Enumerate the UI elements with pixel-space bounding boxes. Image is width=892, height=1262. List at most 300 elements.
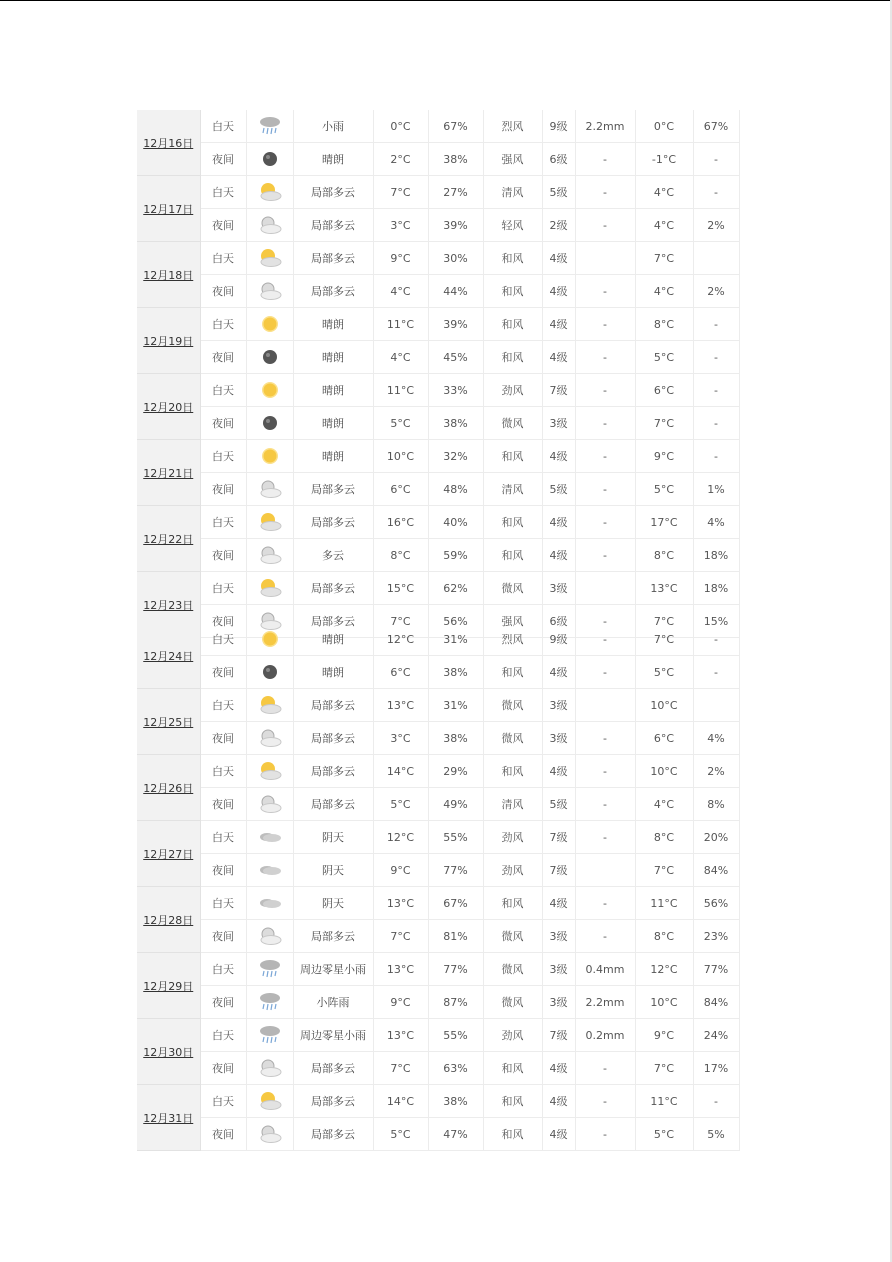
weather-icon-cell: [246, 143, 293, 176]
period-cell: 白天: [200, 440, 246, 473]
period-cell: 夜间: [200, 1118, 246, 1151]
condition-cell: 局部多云: [293, 473, 373, 506]
precipitation-cell: [575, 854, 635, 887]
period-cell: 夜间: [200, 209, 246, 242]
precipitation-cell: 2.2mm: [575, 110, 635, 143]
date-link[interactable]: 12月28日: [143, 913, 194, 927]
weather-icon-cell: [246, 308, 293, 341]
condition-cell: 晴朗: [293, 656, 373, 689]
table-row-night: [137, 275, 739, 308]
wind-cell: 清风: [483, 176, 542, 209]
partly-cloudy-night-icon: [247, 793, 293, 815]
weather-icon-cell: [246, 473, 293, 506]
feels-like-cell: 17°C: [635, 506, 693, 539]
wind-level-cell: 6级: [542, 143, 575, 176]
precip-probability-cell: 2%: [693, 275, 739, 308]
partly-cloudy-day-icon: [247, 247, 293, 269]
partly-cloudy-day-icon: [247, 181, 293, 203]
temperature-cell: 11°C: [373, 374, 428, 407]
wind-cell: 劲风: [483, 821, 542, 854]
wind-level-cell: 2级: [542, 209, 575, 242]
feels-like-cell: 7°C: [635, 854, 693, 887]
condition-cell: 局部多云: [293, 572, 373, 605]
condition-cell: 周边零星小雨: [293, 953, 373, 986]
feels-like-cell: 5°C: [635, 473, 693, 506]
wind-level-cell: 4级: [542, 242, 575, 275]
partly-cloudy-day-icon: [247, 1090, 293, 1112]
wind-level-cell: 4级: [542, 275, 575, 308]
date-cell: [137, 1019, 200, 1085]
period-cell: 夜间: [200, 1052, 246, 1085]
condition-cell: 局部多云: [293, 1052, 373, 1085]
wind-level-cell: 9级: [542, 623, 575, 656]
table-row-night: [137, 407, 739, 440]
precip-probability-cell: -: [693, 1085, 739, 1118]
weather-icon-cell: [246, 1118, 293, 1151]
date-cell: [137, 953, 200, 1019]
temperature-cell: 5°C: [373, 407, 428, 440]
period-cell: 白天: [200, 887, 246, 920]
precip-probability-cell: 4%: [693, 722, 739, 755]
period-cell: 夜间: [200, 788, 246, 821]
temperature-cell: 16°C: [373, 506, 428, 539]
condition-cell: 周边零星小雨: [293, 1019, 373, 1052]
partly-cloudy-night-icon: [247, 1123, 293, 1145]
wind-cell: 烈风: [483, 623, 542, 656]
date-link[interactable]: 12月31日: [143, 1111, 194, 1125]
weather-icon-cell: [246, 374, 293, 407]
precip-probability-cell: 2%: [693, 209, 739, 242]
period-cell: 夜间: [200, 656, 246, 689]
precipitation-cell: -: [575, 821, 635, 854]
weather-icon-cell: [246, 722, 293, 755]
humidity-cell: 55%: [428, 1019, 483, 1052]
precip-probability-cell: -: [693, 440, 739, 473]
date-link[interactable]: 12月17日: [143, 202, 194, 216]
wind-cell: 微风: [483, 407, 542, 440]
table-row-night: [137, 854, 739, 887]
wind-cell: 和风: [483, 656, 542, 689]
date-link[interactable]: 12月26日: [143, 781, 194, 795]
table-row-day: [137, 1019, 739, 1052]
wind-cell: 劲风: [483, 854, 542, 887]
wind-level-cell: 4级: [542, 1085, 575, 1118]
rain-icon: [247, 114, 293, 138]
wind-level-cell: 6级: [542, 605, 575, 638]
wind-level-cell: 7级: [542, 374, 575, 407]
precipitation-cell: -: [575, 1052, 635, 1085]
precip-probability-cell: -: [693, 341, 739, 374]
wind-level-cell: 4级: [542, 341, 575, 374]
precipitation-cell: -: [575, 722, 635, 755]
date-cell: [137, 308, 200, 374]
period-cell: 夜间: [200, 407, 246, 440]
feels-like-cell: 7°C: [635, 605, 693, 638]
precipitation-cell: 2.2mm: [575, 986, 635, 1019]
precip-probability-cell: -: [693, 407, 739, 440]
table-row-night: [137, 143, 739, 176]
period-cell: 夜间: [200, 473, 246, 506]
weather-icon-cell: [246, 110, 293, 143]
precipitation-cell: -: [575, 1118, 635, 1151]
weather-icon-cell: [246, 986, 293, 1019]
moon-icon: [247, 148, 293, 170]
temperature-cell: 12°C: [373, 821, 428, 854]
weather-icon-cell: [246, 440, 293, 473]
precip-probability-cell: 20%: [693, 821, 739, 854]
humidity-cell: 40%: [428, 506, 483, 539]
precip-probability-cell: [693, 689, 739, 722]
date-link[interactable]: 12月29日: [143, 979, 194, 993]
temperature-cell: 9°C: [373, 986, 428, 1019]
precip-probability-cell: 18%: [693, 572, 739, 605]
wind-cell: 和风: [483, 887, 542, 920]
precipitation-cell: -: [575, 473, 635, 506]
feels-like-cell: 4°C: [635, 176, 693, 209]
precipitation-cell: -: [575, 1085, 635, 1118]
wind-cell: 轻风: [483, 209, 542, 242]
humidity-cell: 31%: [428, 689, 483, 722]
precipitation-cell: -: [575, 209, 635, 242]
precip-probability-cell: -: [693, 308, 739, 341]
date-cell: [137, 242, 200, 308]
condition-cell: 局部多云: [293, 209, 373, 242]
period-cell: 夜间: [200, 605, 246, 638]
date-cell: [137, 506, 200, 572]
overcast-icon: [247, 892, 293, 914]
weather-icon-cell: [246, 656, 293, 689]
date-link[interactable]: 12月19日: [143, 334, 194, 348]
temperature-cell: 4°C: [373, 275, 428, 308]
precip-probability-cell: 56%: [693, 887, 739, 920]
condition-cell: 晴朗: [293, 374, 373, 407]
precip-probability-cell: -: [693, 143, 739, 176]
temperature-cell: 7°C: [373, 1052, 428, 1085]
date-link[interactable]: 12月18日: [143, 268, 194, 282]
period-cell: 白天: [200, 821, 246, 854]
temperature-cell: 14°C: [373, 755, 428, 788]
wind-cell: 和风: [483, 755, 542, 788]
feels-like-cell: -1°C: [635, 143, 693, 176]
humidity-cell: 27%: [428, 176, 483, 209]
table-row-day: [137, 506, 739, 539]
wind-cell: 和风: [483, 440, 542, 473]
precipitation-cell: -: [575, 308, 635, 341]
precip-probability-cell: 5%: [693, 1118, 739, 1151]
table-row-day: [137, 953, 739, 986]
humidity-cell: 49%: [428, 788, 483, 821]
condition-cell: 局部多云: [293, 689, 373, 722]
feels-like-cell: 4°C: [635, 209, 693, 242]
wind-cell: 和风: [483, 308, 542, 341]
date-cell: [137, 755, 200, 821]
period-cell: 白天: [200, 506, 246, 539]
wind-level-cell: 5级: [542, 788, 575, 821]
precipitation-cell: [575, 572, 635, 605]
precip-probability-cell: 15%: [693, 605, 739, 638]
table-row-night: [137, 1052, 739, 1085]
humidity-cell: 38%: [428, 1085, 483, 1118]
period-cell: 白天: [200, 374, 246, 407]
temperature-cell: 9°C: [373, 854, 428, 887]
feels-like-cell: 9°C: [635, 440, 693, 473]
wind-level-cell: 4级: [542, 440, 575, 473]
temperature-cell: 8°C: [373, 539, 428, 572]
wind-level-cell: 7级: [542, 1019, 575, 1052]
wind-cell: 劲风: [483, 1019, 542, 1052]
partly-cloudy-night-icon: [247, 478, 293, 500]
wind-cell: 和风: [483, 1118, 542, 1151]
wind-level-cell: 3级: [542, 572, 575, 605]
temperature-cell: 14°C: [373, 1085, 428, 1118]
feels-like-cell: 11°C: [635, 1085, 693, 1118]
condition-cell: 晴朗: [293, 341, 373, 374]
feels-like-cell: 0°C: [635, 110, 693, 143]
weather-icon-cell: [246, 623, 293, 656]
wind-level-cell: 4级: [542, 1118, 575, 1151]
feels-like-cell: 6°C: [635, 722, 693, 755]
precipitation-cell: 0.2mm: [575, 1019, 635, 1052]
table-row-night: [137, 986, 739, 1019]
feels-like-cell: 4°C: [635, 788, 693, 821]
period-cell: 夜间: [200, 854, 246, 887]
precipitation-cell: -: [575, 623, 635, 656]
sun-icon: [247, 313, 293, 335]
precip-probability-cell: -: [693, 656, 739, 689]
table-row-day: [137, 887, 739, 920]
table-row-night: [137, 920, 739, 953]
wind-cell: 和风: [483, 275, 542, 308]
rain-icon: [247, 957, 293, 981]
partly-cloudy-day-icon: [247, 577, 293, 599]
forecast-table-part-1: [137, 110, 740, 638]
date-link[interactable]: 12月16日: [143, 136, 194, 150]
forecast-table-part-2: [137, 623, 740, 1151]
precipitation-cell: -: [575, 539, 635, 572]
wind-cell: 和风: [483, 506, 542, 539]
date-link[interactable]: 12月21日: [143, 466, 194, 480]
table-row-day: [137, 308, 739, 341]
wind-cell: 微风: [483, 986, 542, 1019]
precipitation-cell: -: [575, 176, 635, 209]
wind-cell: 和风: [483, 341, 542, 374]
condition-cell: 晴朗: [293, 440, 373, 473]
humidity-cell: 45%: [428, 341, 483, 374]
date-link[interactable]: 12月27日: [143, 847, 194, 861]
wind-level-cell: 4级: [542, 1052, 575, 1085]
precipitation-cell: -: [575, 755, 635, 788]
condition-cell: 多云: [293, 539, 373, 572]
precip-probability-cell: 23%: [693, 920, 739, 953]
humidity-cell: 33%: [428, 374, 483, 407]
humidity-cell: 30%: [428, 242, 483, 275]
feels-like-cell: 8°C: [635, 821, 693, 854]
condition-cell: 局部多云: [293, 788, 373, 821]
forecast-table-part-1-viewport: [137, 110, 757, 628]
partly-cloudy-night-icon: [247, 280, 293, 302]
date-cell: [137, 176, 200, 242]
wind-cell: 和风: [483, 539, 542, 572]
date-link[interactable]: 12月30日: [143, 1045, 194, 1059]
wind-level-cell: 4级: [542, 506, 575, 539]
feels-like-cell: 8°C: [635, 308, 693, 341]
period-cell: 白天: [200, 1085, 246, 1118]
rain-icon: [247, 990, 293, 1014]
overcast-icon: [247, 859, 293, 881]
feels-like-cell: 12°C: [635, 953, 693, 986]
period-cell: 夜间: [200, 986, 246, 1019]
wind-cell: 微风: [483, 689, 542, 722]
date-link[interactable]: 12月25日: [143, 715, 194, 729]
condition-cell: 阴天: [293, 854, 373, 887]
wind-level-cell: 7级: [542, 854, 575, 887]
precipitation-cell: -: [575, 440, 635, 473]
wind-cell: 微风: [483, 953, 542, 986]
date-link[interactable]: 12月24日: [143, 649, 194, 663]
rain-icon: [247, 1023, 293, 1047]
wind-cell: 强风: [483, 605, 542, 638]
feels-like-cell: 8°C: [635, 920, 693, 953]
condition-cell: 局部多云: [293, 242, 373, 275]
period-cell: 夜间: [200, 143, 246, 176]
feels-like-cell: 8°C: [635, 539, 693, 572]
weather-icon-cell: [246, 275, 293, 308]
humidity-cell: 38%: [428, 656, 483, 689]
weather-icon-cell: [246, 854, 293, 887]
humidity-cell: 55%: [428, 821, 483, 854]
feels-like-cell: 4°C: [635, 275, 693, 308]
humidity-cell: 39%: [428, 308, 483, 341]
precip-probability-cell: 77%: [693, 953, 739, 986]
precipitation-cell: -: [575, 887, 635, 920]
condition-cell: 局部多云: [293, 722, 373, 755]
date-cell: [137, 821, 200, 887]
humidity-cell: 31%: [428, 623, 483, 656]
date-cell: [137, 110, 200, 176]
table-row-night: [137, 473, 739, 506]
table-row-day: [137, 821, 739, 854]
precip-probability-cell: 18%: [693, 539, 739, 572]
forecast-table-body-2: [137, 623, 739, 1151]
feels-like-cell: 5°C: [635, 656, 693, 689]
wind-cell: 烈风: [483, 110, 542, 143]
weather-icon-cell: [246, 407, 293, 440]
period-cell: 夜间: [200, 275, 246, 308]
temperature-cell: 3°C: [373, 209, 428, 242]
condition-cell: 局部多云: [293, 1085, 373, 1118]
wind-cell: 劲风: [483, 374, 542, 407]
condition-cell: 晴朗: [293, 143, 373, 176]
wind-cell: 清风: [483, 473, 542, 506]
weather-icon-cell: [246, 887, 293, 920]
condition-cell: 局部多云: [293, 1118, 373, 1151]
condition-cell: 局部多云: [293, 176, 373, 209]
date-link[interactable]: 12月22日: [143, 532, 194, 546]
partly-cloudy-day-icon: [247, 511, 293, 533]
sun-icon: [247, 628, 293, 650]
period-cell: 白天: [200, 110, 246, 143]
feels-like-cell: 6°C: [635, 374, 693, 407]
wind-level-cell: 4级: [542, 656, 575, 689]
wind-cell: 和风: [483, 1052, 542, 1085]
precipitation-cell: -: [575, 374, 635, 407]
wind-level-cell: 7级: [542, 821, 575, 854]
temperature-cell: 13°C: [373, 689, 428, 722]
weather-icon-cell: [246, 788, 293, 821]
humidity-cell: 77%: [428, 854, 483, 887]
weather-icon-cell: [246, 1019, 293, 1052]
partly-cloudy-night-icon: [247, 544, 293, 566]
table-row-day: [137, 440, 739, 473]
period-cell: 夜间: [200, 539, 246, 572]
wind-level-cell: 5级: [542, 473, 575, 506]
wind-cell: 强风: [483, 143, 542, 176]
wind-level-cell: 3级: [542, 953, 575, 986]
moon-icon: [247, 661, 293, 683]
wind-level-cell: 3级: [542, 986, 575, 1019]
table-row-day: [137, 374, 739, 407]
sun-icon: [247, 379, 293, 401]
humidity-cell: 77%: [428, 953, 483, 986]
date-cell: [137, 440, 200, 506]
condition-cell: 局部多云: [293, 275, 373, 308]
humidity-cell: 38%: [428, 722, 483, 755]
date-cell: [137, 689, 200, 755]
condition-cell: 晴朗: [293, 308, 373, 341]
precip-probability-cell: 17%: [693, 1052, 739, 1085]
precipitation-cell: -: [575, 275, 635, 308]
period-cell: 白天: [200, 953, 246, 986]
feels-like-cell: 7°C: [635, 1052, 693, 1085]
weather-icon-cell: [246, 821, 293, 854]
feels-like-cell: 7°C: [635, 623, 693, 656]
weather-icon-cell: [246, 920, 293, 953]
temperature-cell: 7°C: [373, 605, 428, 638]
wind-level-cell: 5级: [542, 176, 575, 209]
humidity-cell: 48%: [428, 473, 483, 506]
precip-probability-cell: 84%: [693, 986, 739, 1019]
table-row-night: [137, 209, 739, 242]
humidity-cell: 56%: [428, 605, 483, 638]
feels-like-cell: 7°C: [635, 242, 693, 275]
temperature-cell: 6°C: [373, 473, 428, 506]
precipitation-cell: -: [575, 605, 635, 638]
date-cell: [137, 623, 200, 689]
humidity-cell: 62%: [428, 572, 483, 605]
table-row-day: [137, 1085, 739, 1118]
temperature-cell: 12°C: [373, 623, 428, 656]
temperature-cell: 5°C: [373, 1118, 428, 1151]
temperature-cell: 9°C: [373, 242, 428, 275]
partly-cloudy-night-icon: [247, 214, 293, 236]
precipitation-cell: -: [575, 656, 635, 689]
period-cell: 夜间: [200, 722, 246, 755]
condition-cell: 局部多云: [293, 605, 373, 638]
date-link[interactable]: 12月20日: [143, 400, 194, 414]
partly-cloudy-night-icon: [247, 1057, 293, 1079]
temperature-cell: 2°C: [373, 143, 428, 176]
wind-level-cell: 3级: [542, 722, 575, 755]
period-cell: 夜间: [200, 920, 246, 953]
date-link[interactable]: 12月23日: [143, 598, 194, 612]
table-row-night: [137, 539, 739, 572]
temperature-cell: 13°C: [373, 887, 428, 920]
precip-probability-cell: -: [693, 374, 739, 407]
humidity-cell: 63%: [428, 1052, 483, 1085]
temperature-cell: 10°C: [373, 440, 428, 473]
table-row-night: [137, 722, 739, 755]
precip-probability-cell: [693, 242, 739, 275]
